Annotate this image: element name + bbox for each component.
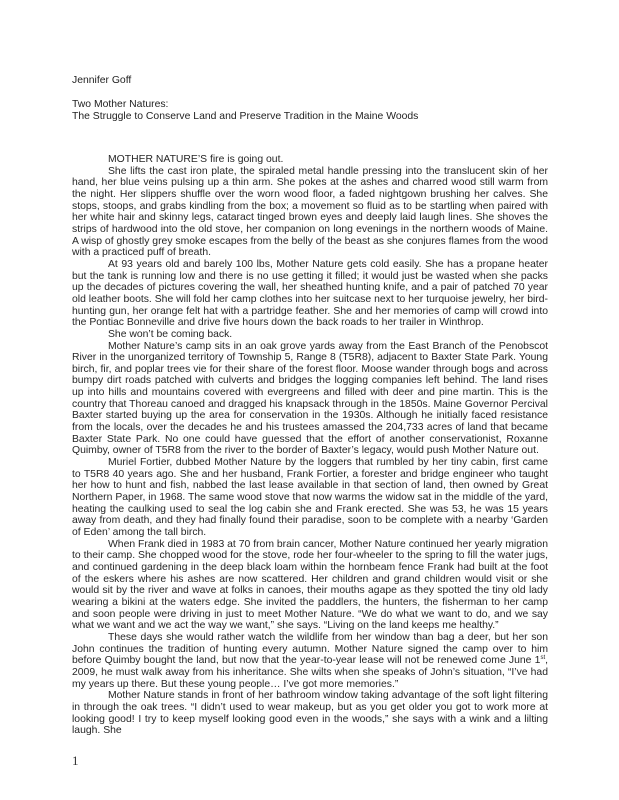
- page-number: 1: [72, 753, 79, 768]
- paragraph: [72, 632, 548, 690]
- paragraph: She lifts the cast iron plate, the spiraled metal handle pressing into the translucent skin of her hand, her blue veins pulsing up a thin arm. She pokes at the ashes and charred wood still warm from the night. Her slippers shuffle over the worn wood floor, a faded nightgown brushing her calves. She stops, stoops, and grabs kindling from the box; a movement so fluid as to be startling when paired with her white hair and skinny legs, cataract tinged brown eyes and deeply laid laugh lines. She shoves the strips of hardwood into the old stove, her companion on long evenings in the northern woods of Maine. A wisp of ghostly grey smoke escapes from the belly of the beast as she conjures flames from the wood with a practiced puff of breath.: [72, 165, 548, 259]
- ordinal-suffix: st: [540, 655, 546, 662]
- paragraph-text: These days she would rather watch the wildlife from her window than bag a deer, but her son John continues the tradition of hunting every autumn. Mother Nature signed the camp over to him before Quimby bought the land, but now that the year-to-year lease will not be renewed come June 1: [72, 631, 548, 667]
- author-name: Jennifer Goff: [72, 75, 132, 86]
- paragraph: Mother Nature stands in front of her bathroom window taking advantage of the soft light filtering in through the oak trees. “I didn’t used to wear makeup, but as you get older you got to work more at looking good! I try to keep myself looking good even in the woods,” she says with a wink and a lilting laugh. She: [72, 690, 548, 737]
- paragraph: When Frank died in 1983 at 70 from brain cancer, Mother Nature continued her yearly migration to their camp. She chopped wood for the stove, rode her four-wheeler to the spring to fill the water jugs, and continued gardening in the deep black loam within the hornbeam fence Frank had built at the foot of the eskers where his ashes are now scattered. Her children and grand children would visit or she would sit by the river and wave at folks in canoes, their mouths agape as they spotted the tiny old lady wearing a bikini at the waters edge. She invited the paddlers, the hunters, the fisherman to her camp and soon people were driving in just to meet Mother Nature. “We do what we want to do, and we say what we want and we act the way we want,” she says. “Living on the land keeps me healthy.”: [72, 538, 548, 632]
- paragraph: Mother Nature’s camp sits in an oak grove yards away from the East Branch of the Penobscot River in the unorganized territory of Township 5, Range 8 (T5R8), adjacent to Baxter State Park. Young birch, fir, and poplar trees vie for their share of the forest floor. Moose wander through bogs and across bumpy dirt roads patched with culverts and bridges the logging companies left behind. The land rises up into hills and mountains covered with evergreens and filled with deer and pine martin. This is the country that Thoreau canoed and dragged his knapsack through in the 1850s. Maine Governor Percival Baxter started buying up the area for conservation in the 1930s. Although he initially faced resistance from the locals, over the decades he and his trustees amassed the 204,733 acres of land that became Baxter State Park. No one could have guessed that the effort of another conservationist, Roxanne Quimby, owner of T5R8 from the river to the border of Baxter’s legacy, would push Mother Nature out.: [72, 340, 548, 457]
- document-subtitle: The Struggle to Conserve Land and Preserve Tradition in the Maine Woods: [72, 110, 419, 122]
- paragraph-text-continued: , 2009, he must walk away from his inheritance. She wilts when she speaks of John’s situation, “I’ve had my years up there. But these young people… I’ve got more memories.”: [72, 655, 548, 690]
- paragraph: At 93 years old and barely 100 lbs, Mother Nature gets cold easily. She has a propane heater but the tank is running low and there is no use getting it filled; it would just be wasted when she packs up the decades of pictures covering the wall, her sheathed hunting knife, and a pair of patched 70 year old leather boots. She will fold her camp clothes into her suitcase next to her turquoise jewelry, her bird-hunting gun, her orange felt hat with a partridge feather. She and her memories of camp will crowd into the Pontiac Bonneville and drive five hours down the back roads to her trailer in Winthrop.: [72, 258, 548, 329]
- article-body: [72, 154, 548, 737]
- document-header: [72, 75, 552, 122]
- paragraph: Muriel Fortier, dubbed Mother Nature by the loggers that rumbled by her tiny cabin, first came to T5R8 40 years ago. She and her husband, Frank Fortier, a forester and bridge engineer who taught her how to hunt and fish, nabbed the last lease available in that section of land, then owned by Great Northern Paper, in 1968. The same wood stove that now warms the widow sat in the middle of the yard, heating the caulking used to seal the log cabin she and Frank erected. She was 53, he was 15 years away from death, and they had finally found their paradise, soon to be complete with a nearby ‘Garden of Eden’ among the tall birch.: [72, 457, 548, 538]
- document-title: Two Mother Natures:: [72, 98, 169, 110]
- paragraph: MOTHER NATURE’S fire is going out.: [108, 154, 284, 165]
- paragraph: She won’t be coming back.: [108, 328, 233, 340]
